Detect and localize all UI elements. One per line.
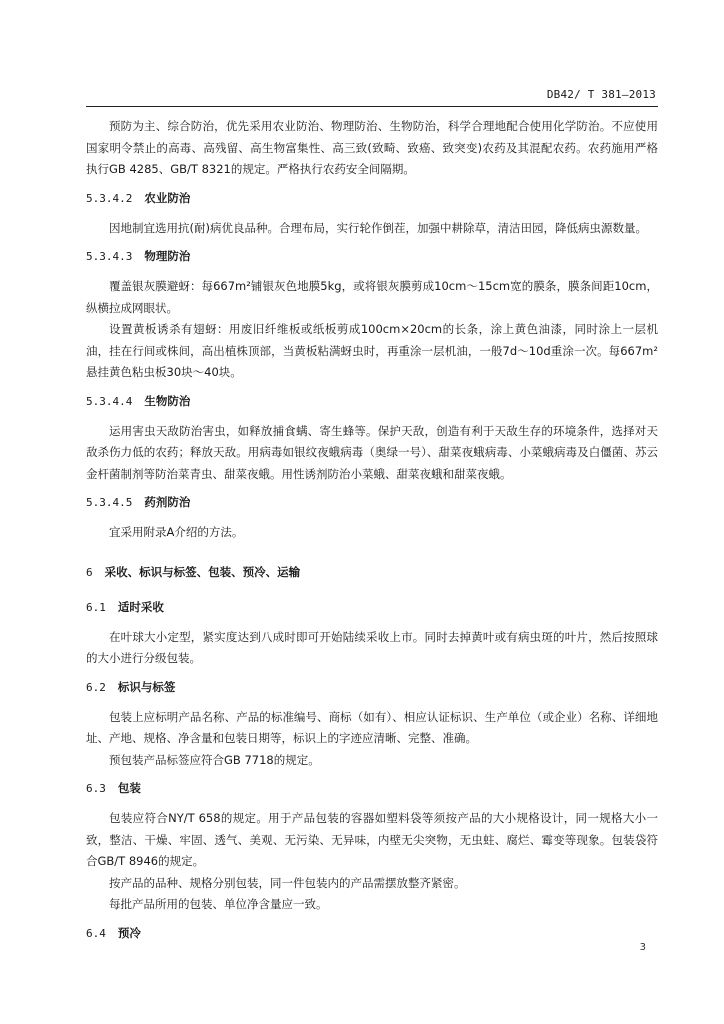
section-title: 标识与标签 <box>117 679 176 694</box>
chapter-title: 采收、标识与标签、包装、预冷、运输 <box>104 564 301 579</box>
section-number: 5.3.4.3 <box>86 250 133 263</box>
section-title: 药剂防治 <box>144 495 191 509</box>
paragraph: 设置黄板诱杀有翅蚜：用废旧纤维板或纸板剪成100cm×20cm的长条，涂上黄色油漆，同时涂上一层机油，挂在行间或株间，高出植株顶部，当黄板粘满蚜虫时，再重涂一层机油，一般7d～10d重涂一次。每667m²悬挂黄色粘虫板30块～40块。 <box>86 322 658 379</box>
paragraph: 宜采用附录A介绍的方法。 <box>109 525 244 539</box>
section-number: 6.4 <box>86 926 106 940</box>
paragraph: 覆盖银灰膜避蚜：每667m²铺银灰色地膜5kg，或将银灰膜剪成10cm～15cm宽的膜条，膜条间距10cm，纵横拉成网眼状。 <box>86 279 658 315</box>
header-rule <box>86 106 658 107</box>
section-number: 6.2 <box>86 680 106 694</box>
section-heading <box>86 246 658 267</box>
section-heading <box>86 923 658 944</box>
section-number: 5.3.4.4 <box>86 394 133 408</box>
paragraph: 预防为主、综合防治，优先采用农业防治、物理防治、生物防治，科学合理地配合使用化学防治。不应使用国家明令禁止的高毒、高残留、高生物富集性、高三致(致畸、致癌、致突变)农药及其混配农药。农药施用严格执行GB 4285、GB/T 8321的规定。严格执行农药安全间隔期。 <box>86 119 658 176</box>
section-number: 5.3.4.2 <box>86 191 133 205</box>
section-heading <box>86 677 658 698</box>
section-heading <box>86 492 658 513</box>
section-heading <box>86 188 658 209</box>
section-number: 6.1 <box>86 600 106 614</box>
chapter-number: 6 <box>86 565 93 579</box>
paragraph: 按产品的品种、规格分别包装，同一件包装内的产品需摆放整齐紧密。 <box>109 875 466 890</box>
paragraph: 运用害虫天敌防治害虫，如释放捕食螨、寄生蜂等。保护天敌，创造有利于天敌生存的环境条件，选择对天敌杀伤力低的农药；释放天敌。用病毒如银纹夜蛾病毒（奥绿一号）、甜菜夜蛾病毒、小菜蛾病毒及白僵菌、苏云金杆菌制剂等防治菜青虫、甜菜夜蛾。用性诱剂防治小菜蛾、甜菜夜蛾和甜菜夜蛾。 <box>86 423 658 481</box>
paragraph: 因地制宜选用抗(耐)病优良品种。合理布局，实行轮作倒茬，加强中耕除草，清洁田园，降低病虫源数量。 <box>109 220 647 235</box>
section-title: 预冷 <box>117 925 141 940</box>
section-heading <box>86 597 658 618</box>
paragraph: 包装上应标明产品名称、产品的标准编号、商标（如有）、相应认证标识、生产单位（或企业）名称、详细地址、产地、规格、净含量和包装日期等，标识上的字迹应清晰、完整、准确。 <box>86 709 658 745</box>
section-number: 5.3.4.5 <box>86 496 133 509</box>
section-title: 生物防治 <box>144 393 191 408</box>
standard-code: DB42/ T 381—2013 <box>546 88 656 101</box>
section-heading <box>86 778 658 799</box>
paragraph: 每批产品所用的包装、单位净含量应一致。 <box>109 897 328 911</box>
chapter-heading <box>86 562 658 583</box>
section-title: 物理防治 <box>144 249 191 263</box>
document-body <box>86 116 658 953</box>
section-number: 6.3 <box>86 782 106 795</box>
paragraph: 在叶球大小定型，紧实度达到八成时即可开始陆续采收上市。同时去掉黄叶或有病虫斑的叶片，然后按照球的大小进行分级包装。 <box>86 629 658 665</box>
section-title: 包装 <box>117 781 141 795</box>
page-number: 3 <box>639 942 646 953</box>
section-title: 适时采收 <box>117 599 164 614</box>
section-heading <box>86 391 658 412</box>
section-title: 农业防治 <box>144 190 191 205</box>
paragraph: 包装应符合NY/T 658的规定。用于产品包装的容器如塑料袋等须按产品的大小规格设计，同一规格大小一致，整洁、干燥、牢固、透气、美观、无污染、无异味，内壁无尖突物，无虫蛀、腐烂、霉变等现象。包装袋符合GB/T 8946的规定。 <box>86 811 658 868</box>
paragraph: 预包装产品标签应符合GB 7718的规定。 <box>109 752 320 767</box>
